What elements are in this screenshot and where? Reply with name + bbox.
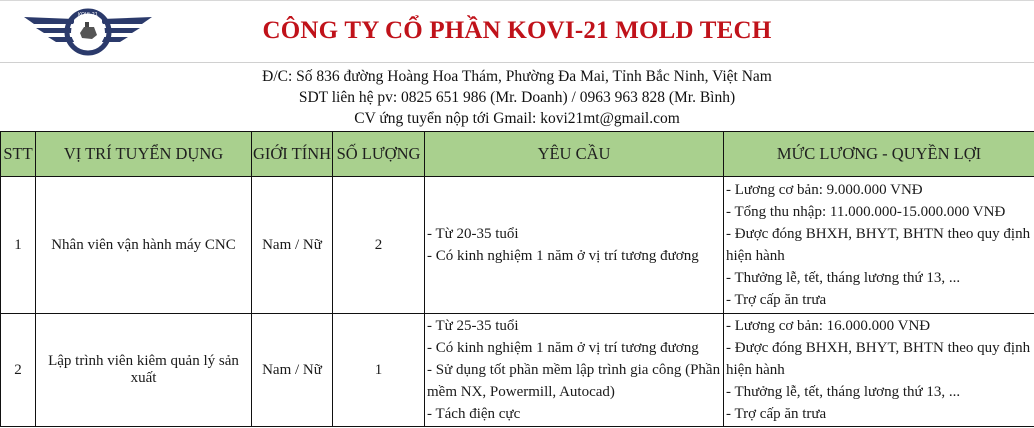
benefit-item: - Trợ cấp ăn trưa	[726, 406, 827, 422]
job-listing-table	[0, 131, 1034, 427]
requirement-item: - Tách điện cực	[427, 406, 521, 422]
cell-position: Lập trình viên kiêm quản lý sản xuất	[36, 314, 252, 427]
contact-phone: SDT liên hệ pv: 0825 651 986 (Mr. Doanh) / 0963 963 828 (Mr. Bình)	[298, 89, 736, 106]
cell-stt: 2	[1, 314, 36, 427]
column-header-requirements: YÊU CẦU	[425, 132, 724, 177]
cell-requirements	[425, 314, 724, 427]
cell-gender: Nam / Nữ	[252, 314, 333, 427]
company-address: Đ/C: Số 836 đường Hoàng Hoa Thám, Phường Đa Mai, Tỉnh Bắc Ninh, Việt Nam	[262, 68, 772, 85]
requirement-item: - Sử dụng tốt phần mềm lập trình gia công (Phần mềm NX, Powermill, Autocad)	[427, 362, 721, 400]
divider	[0, 62, 1034, 63]
requirement-item: - Từ 25-35 tuổi	[427, 318, 519, 334]
requirement-item: - Có kinh nghiệm 1 năm ở vị trí tương đương	[427, 248, 699, 264]
table-row	[1, 177, 1034, 314]
benefit-item: - Thưởng lễ, tết, tháng lương thứ 13, ...	[726, 270, 961, 286]
letterhead	[0, 0, 1034, 131]
column-header-position: VỊ TRÍ TUYỂN DỤNG	[36, 132, 252, 177]
table-header-row	[1, 132, 1034, 177]
company-name: CÔNG TY CỔ PHẦN KOVI-21 MOLD TECH	[262, 17, 772, 44]
benefit-item: - Lương cơ bản: 16.000.000 VNĐ	[726, 318, 931, 334]
benefit-item: - Được đóng BHXH, BHYT, BHTN theo quy định hiện hành	[726, 340, 1031, 378]
cell-quantity: 1	[333, 314, 425, 427]
contact-email: CV ứng tuyển nộp tới Gmail: kovi21mt@gmail.com	[354, 110, 680, 127]
svg-text:KOVI-21: KOVI-21	[78, 12, 98, 18]
column-header-benefits: MỨC LƯƠNG - QUYỀN LỢI	[724, 132, 1034, 177]
table-row	[1, 314, 1034, 427]
benefit-item: - Tổng thu nhập: 11.000.000-15.000.000 VNĐ	[726, 204, 1006, 220]
benefit-item: - Trợ cấp ăn trưa	[726, 292, 827, 308]
requirement-item: - Từ 20-35 tuổi	[427, 226, 519, 242]
column-header-stt: STT	[1, 132, 36, 177]
cell-stt: 1	[1, 177, 36, 314]
cell-benefits	[724, 314, 1034, 427]
cell-gender: Nam / Nữ	[252, 177, 333, 314]
requirement-item: - Có kinh nghiệm 1 năm ở vị trí tương đương	[427, 340, 699, 356]
column-header-quantity: SỐ LƯỢNG	[333, 132, 425, 177]
benefit-item: - Thưởng lễ, tết, tháng lương thứ 13, ...	[726, 384, 961, 400]
benefit-item: - Được đóng BHXH, BHYT, BHTN theo quy định hiện hành	[726, 226, 1031, 264]
benefit-item: - Lương cơ bản: 9.000.000 VNĐ	[726, 182, 923, 198]
column-header-gender: GIỚI TÍNH	[252, 132, 333, 177]
cell-quantity: 2	[333, 177, 425, 314]
cell-position: Nhân viên vận hành máy CNC	[36, 177, 252, 314]
cell-benefits	[724, 177, 1034, 314]
cell-requirements	[425, 177, 724, 314]
